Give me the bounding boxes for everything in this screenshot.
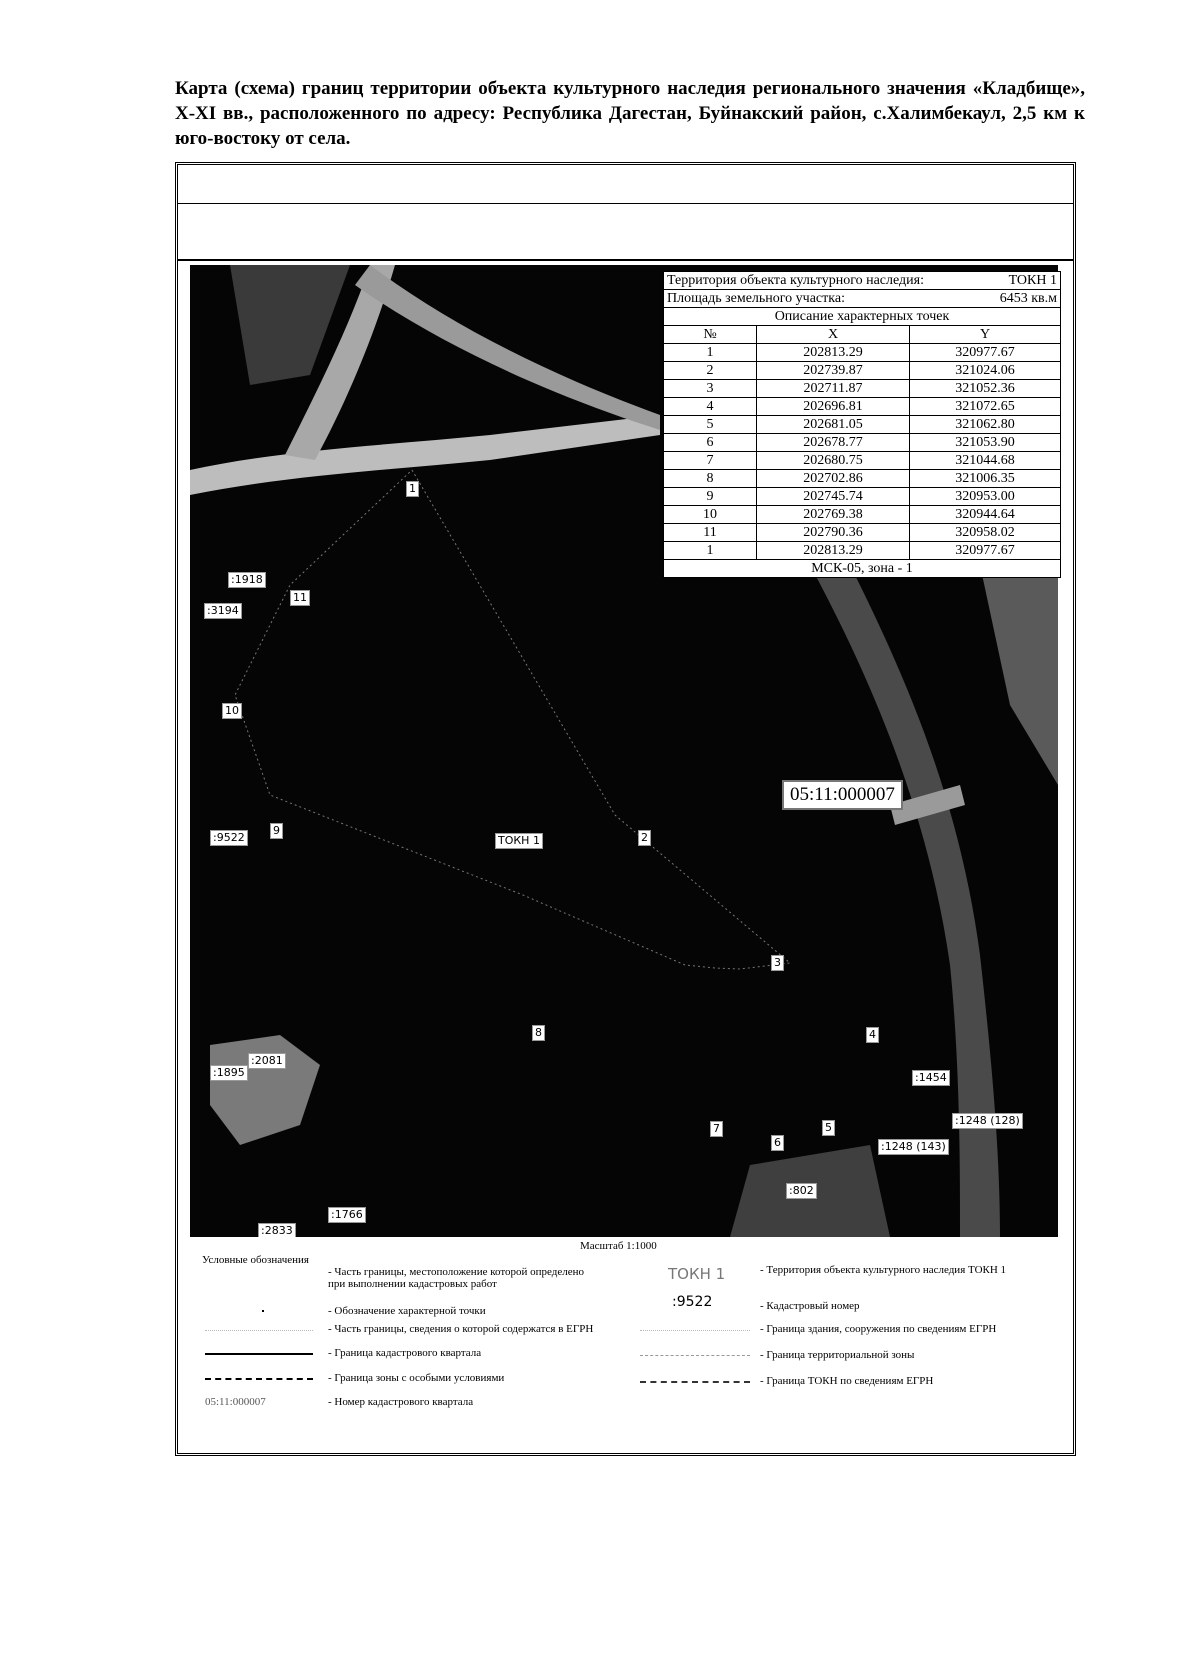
territory-label: Территория объекта культурного наследия: [667,273,924,288]
table-row: 5 202681.05 321062.80 [664,416,1060,434]
legend-item: - Территория объекта культурного наследия ТОКН 1 [760,1264,1007,1276]
table-header [664,326,1060,344]
legend-item: - Граница здания, сооружения по сведениям ЕГРН [760,1323,997,1335]
page-title: Карта (схема) границ территории объекта культурного наследия регионального значения «Кладбище», X-XI вв., расположенного по адресу: Республика Дагестан, Буйнакский район, с.Халимбекаул, 2,5 км к юго-востоку от села. [175,78,1085,149]
table-row: 3 202711.87 321052.36 [664,380,1060,398]
table-row: 2 202739.87 321024.06 [664,362,1060,380]
building-line-symbol [640,1330,750,1331]
legend-item: - Часть границы, местоположение которой определено при выполнении кадастровых работ [328,1266,585,1290]
table-row: 6 202678.77 321053.90 [664,434,1060,452]
header-no: № [664,326,757,343]
map-scale: Масштаб 1:1000 [580,1240,657,1252]
zone-line-symbol [205,1378,313,1380]
area-line [664,290,1060,308]
legend-item: - Граница кадастрового квартала [328,1347,482,1359]
point-label: 6 [771,1135,784,1151]
point-label: 11 [290,590,310,606]
point-label: 1 [406,481,419,497]
cadastral-label: :1918 [228,572,266,588]
area-label: Площадь земельного участка: [667,291,845,306]
legend-item: - Граница зоны с особыми условиями [328,1372,505,1384]
tokn-line-symbol [640,1381,750,1383]
egrn-line-symbol [205,1330,313,1331]
cadastral-label: :1454 [912,1070,950,1086]
legend-title: Условные обозначения [202,1254,309,1266]
table-row: 1 202813.29 320977.67 [664,542,1060,560]
table-row: 4 202696.81 321072.65 [664,398,1060,416]
cadastral-label: :3194 [204,603,242,619]
table-footer: МСК-05, зона - 1 [811,561,913,576]
header-row-2 [178,204,1073,261]
cadastral-label: :1248 (143) [878,1139,949,1155]
legend-sample-quarter: 05:11:000007 [205,1396,266,1408]
header-y: Y [979,327,991,342]
header-row-1 [178,165,1073,204]
table-row: 10 202769.38 320944.64 [664,506,1060,524]
area-value: 6453 кв.м [999,291,1057,306]
legend-item: - Граница ТОКН по сведениям ЕГРН [760,1375,934,1387]
terrzone-line-symbol [640,1355,750,1356]
territory-line [664,272,1060,290]
section-title: Описание характерных точек [664,308,1060,326]
cadastral-label: :1766 [328,1207,366,1223]
table-row: 1 202813.29 320977.67 [664,344,1060,362]
cadastral-label: :2833 [258,1223,296,1237]
table-row: 11 202790.36 320958.02 [664,524,1060,542]
legend-item: - Часть границы, сведения о которой содержатся в ЕГРН [328,1323,594,1335]
cadastral-label: :2081 [248,1053,286,1069]
legend-item: - Обозначение характерной точки [328,1305,486,1317]
point-label: 3 [771,955,784,971]
object-label: ТОКН 1 [495,833,543,849]
legend-item: - Граница территориальной зоны [760,1349,915,1361]
table-row: 7 202680.75 321044.68 [664,452,1060,470]
point-symbol [262,1310,264,1312]
table-row: 9 202745.74 320953.00 [664,488,1060,506]
cadastral-label: :1248 (128) [952,1113,1023,1129]
point-label: 7 [710,1121,723,1137]
legend-item: - Кадастровый номер [760,1300,860,1312]
coordinate-table [663,271,1061,578]
header-x: X [757,326,910,343]
point-label: 2 [638,830,651,846]
legend-sample-cadastral: :9522 [672,1294,713,1310]
point-label: 4 [866,1027,879,1043]
legend-item: - Номер кадастрового квартала [328,1396,474,1408]
point-label: 9 [270,823,283,839]
point-label: 5 [822,1120,835,1136]
quarter-number: 05:11:000007 [782,780,903,810]
quarter-line-symbol [205,1353,313,1355]
cadastral-label: :9522 [210,830,248,846]
cadastral-label: :1895 [210,1065,248,1081]
point-label: 10 [222,703,242,719]
point-label: 8 [532,1025,545,1041]
table-row: 8 202702.86 321006.35 [664,470,1060,488]
cadastral-label: :802 [786,1183,817,1199]
legend-sample-object: ТОКН 1 [668,1265,726,1283]
territory-value: ТОКН 1 [1008,273,1057,288]
